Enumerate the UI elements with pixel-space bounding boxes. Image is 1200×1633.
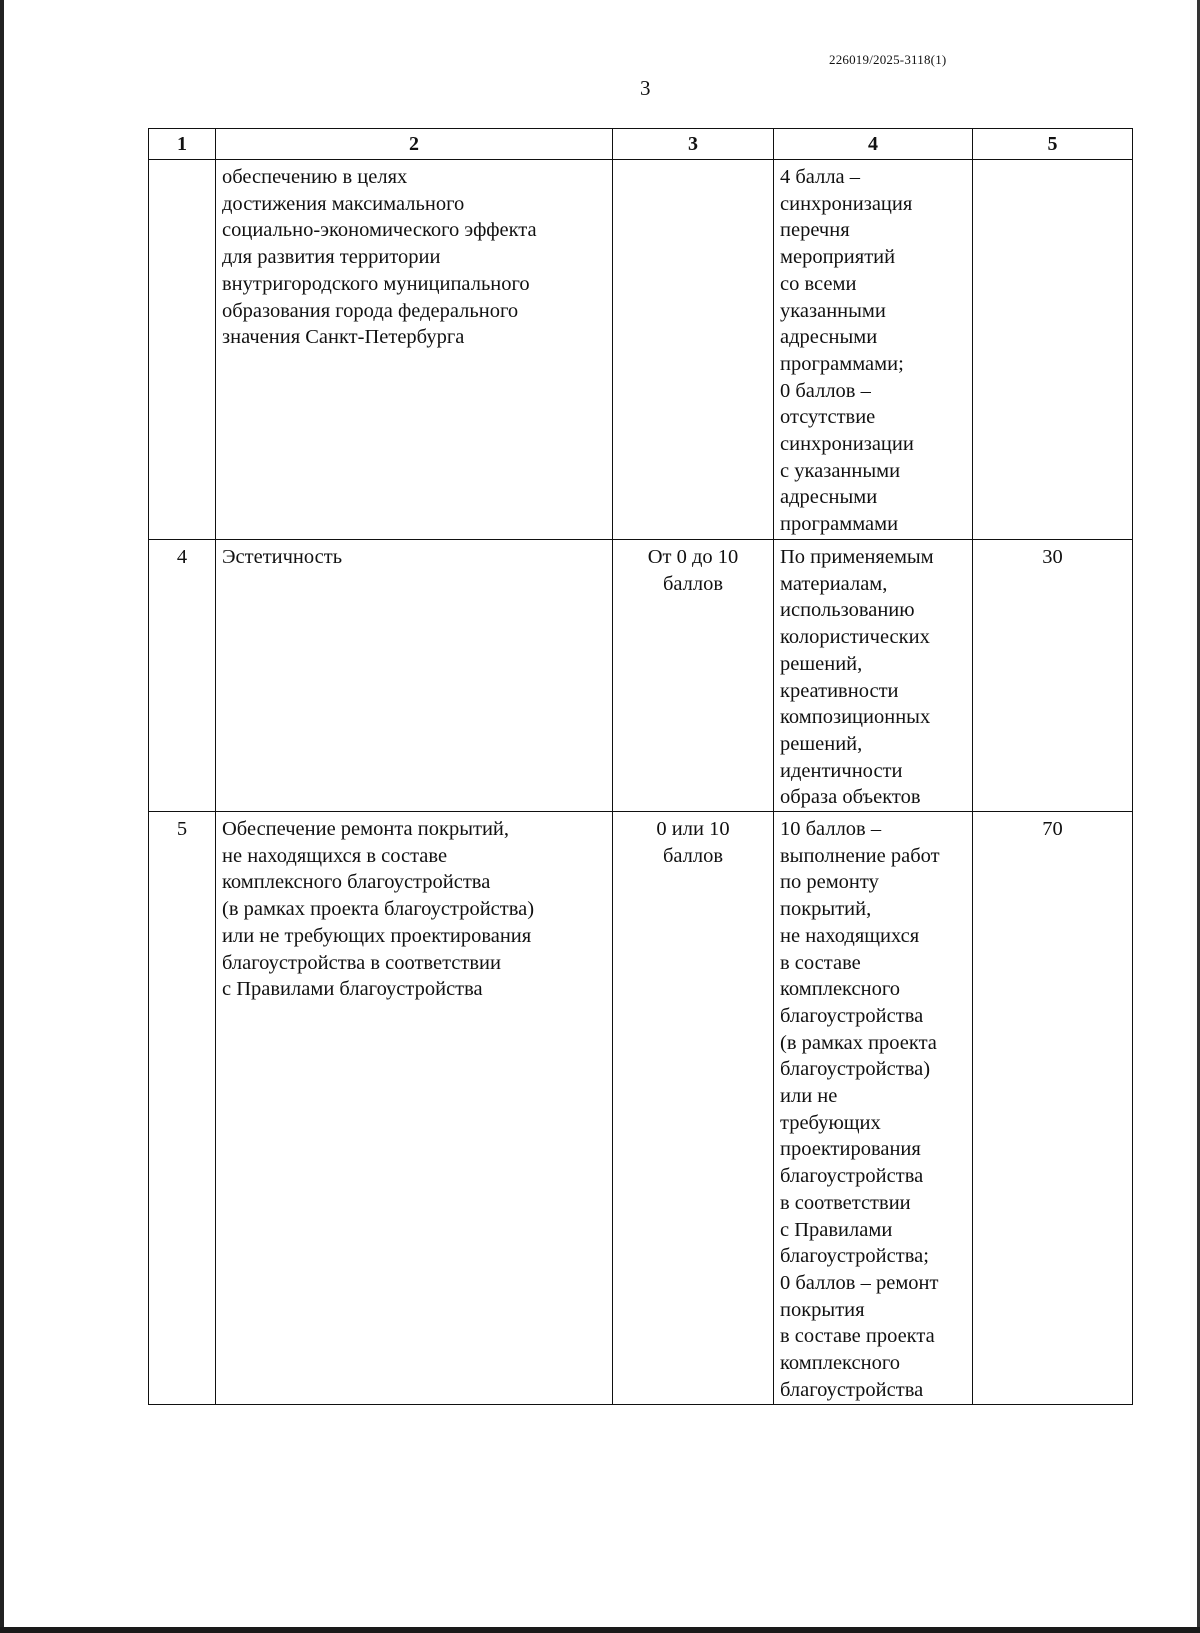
criterion-cell: Обеспечение ремонта покрытий, не находящихся в составе комплексного благоустройства (в рамках проекта благоустройства) или не требующих проектирования благоустройства в соответствии с Правилами благоустройства (216, 812, 613, 1404)
column-header-1: 1 (149, 129, 216, 160)
scale-cell: От 0 до 10 баллов (613, 540, 774, 812)
row-number-cell: 5 (149, 812, 216, 1404)
description-cell: По применяемым материалам, использованию колористических решений, креативности композиционных решений, идентичности образа объектов (774, 540, 973, 812)
table-header-row (149, 129, 1133, 160)
criterion-cell: Эстетичность (216, 540, 613, 812)
scan-edge-left (0, 0, 4, 1633)
column-header-3: 3 (613, 129, 774, 160)
scale-cell: 0 или 10 баллов (613, 812, 774, 1404)
weight-cell: 30 (973, 540, 1133, 812)
weight-cell (973, 160, 1133, 540)
description-cell: 4 балла – синхронизация перечня мероприятий со всеми указанными адресными программами; 0 баллов – отсутствие синхронизации с указанными адресными программами (774, 160, 973, 540)
weight-cell: 70 (973, 812, 1133, 1404)
scan-edge-bottom (0, 1627, 1200, 1633)
description-cell: 10 баллов – выполнение работ по ремонту покрытий, не находящихся в составе комплексного благоустройства (в рамках проекта благоустройства) или не требующих проектирования благоустройства в соответствии с Правилами благоустройства; 0 баллов – ремонт покрытия в составе проекта комплексного благоустройства (774, 812, 973, 1404)
row-number-cell (149, 160, 216, 540)
page-number: 3 (640, 76, 651, 100)
column-header-5: 5 (973, 129, 1133, 160)
criteria-table (148, 128, 1133, 1405)
scale-cell (613, 160, 774, 540)
row-number-cell: 4 (149, 540, 216, 812)
table-row (149, 540, 1133, 812)
table-row (149, 160, 1133, 540)
column-header-4: 4 (774, 129, 973, 160)
table-row (149, 812, 1133, 1404)
document-number: 226019/2025-3118(1) (829, 52, 947, 67)
column-header-2: 2 (216, 129, 613, 160)
criterion-cell: обеспечению в целях достижения максимального социально-экономического эффекта для развития территории внутригородского муниципального образования города федерального значения Санкт-Петербурга (216, 160, 613, 540)
